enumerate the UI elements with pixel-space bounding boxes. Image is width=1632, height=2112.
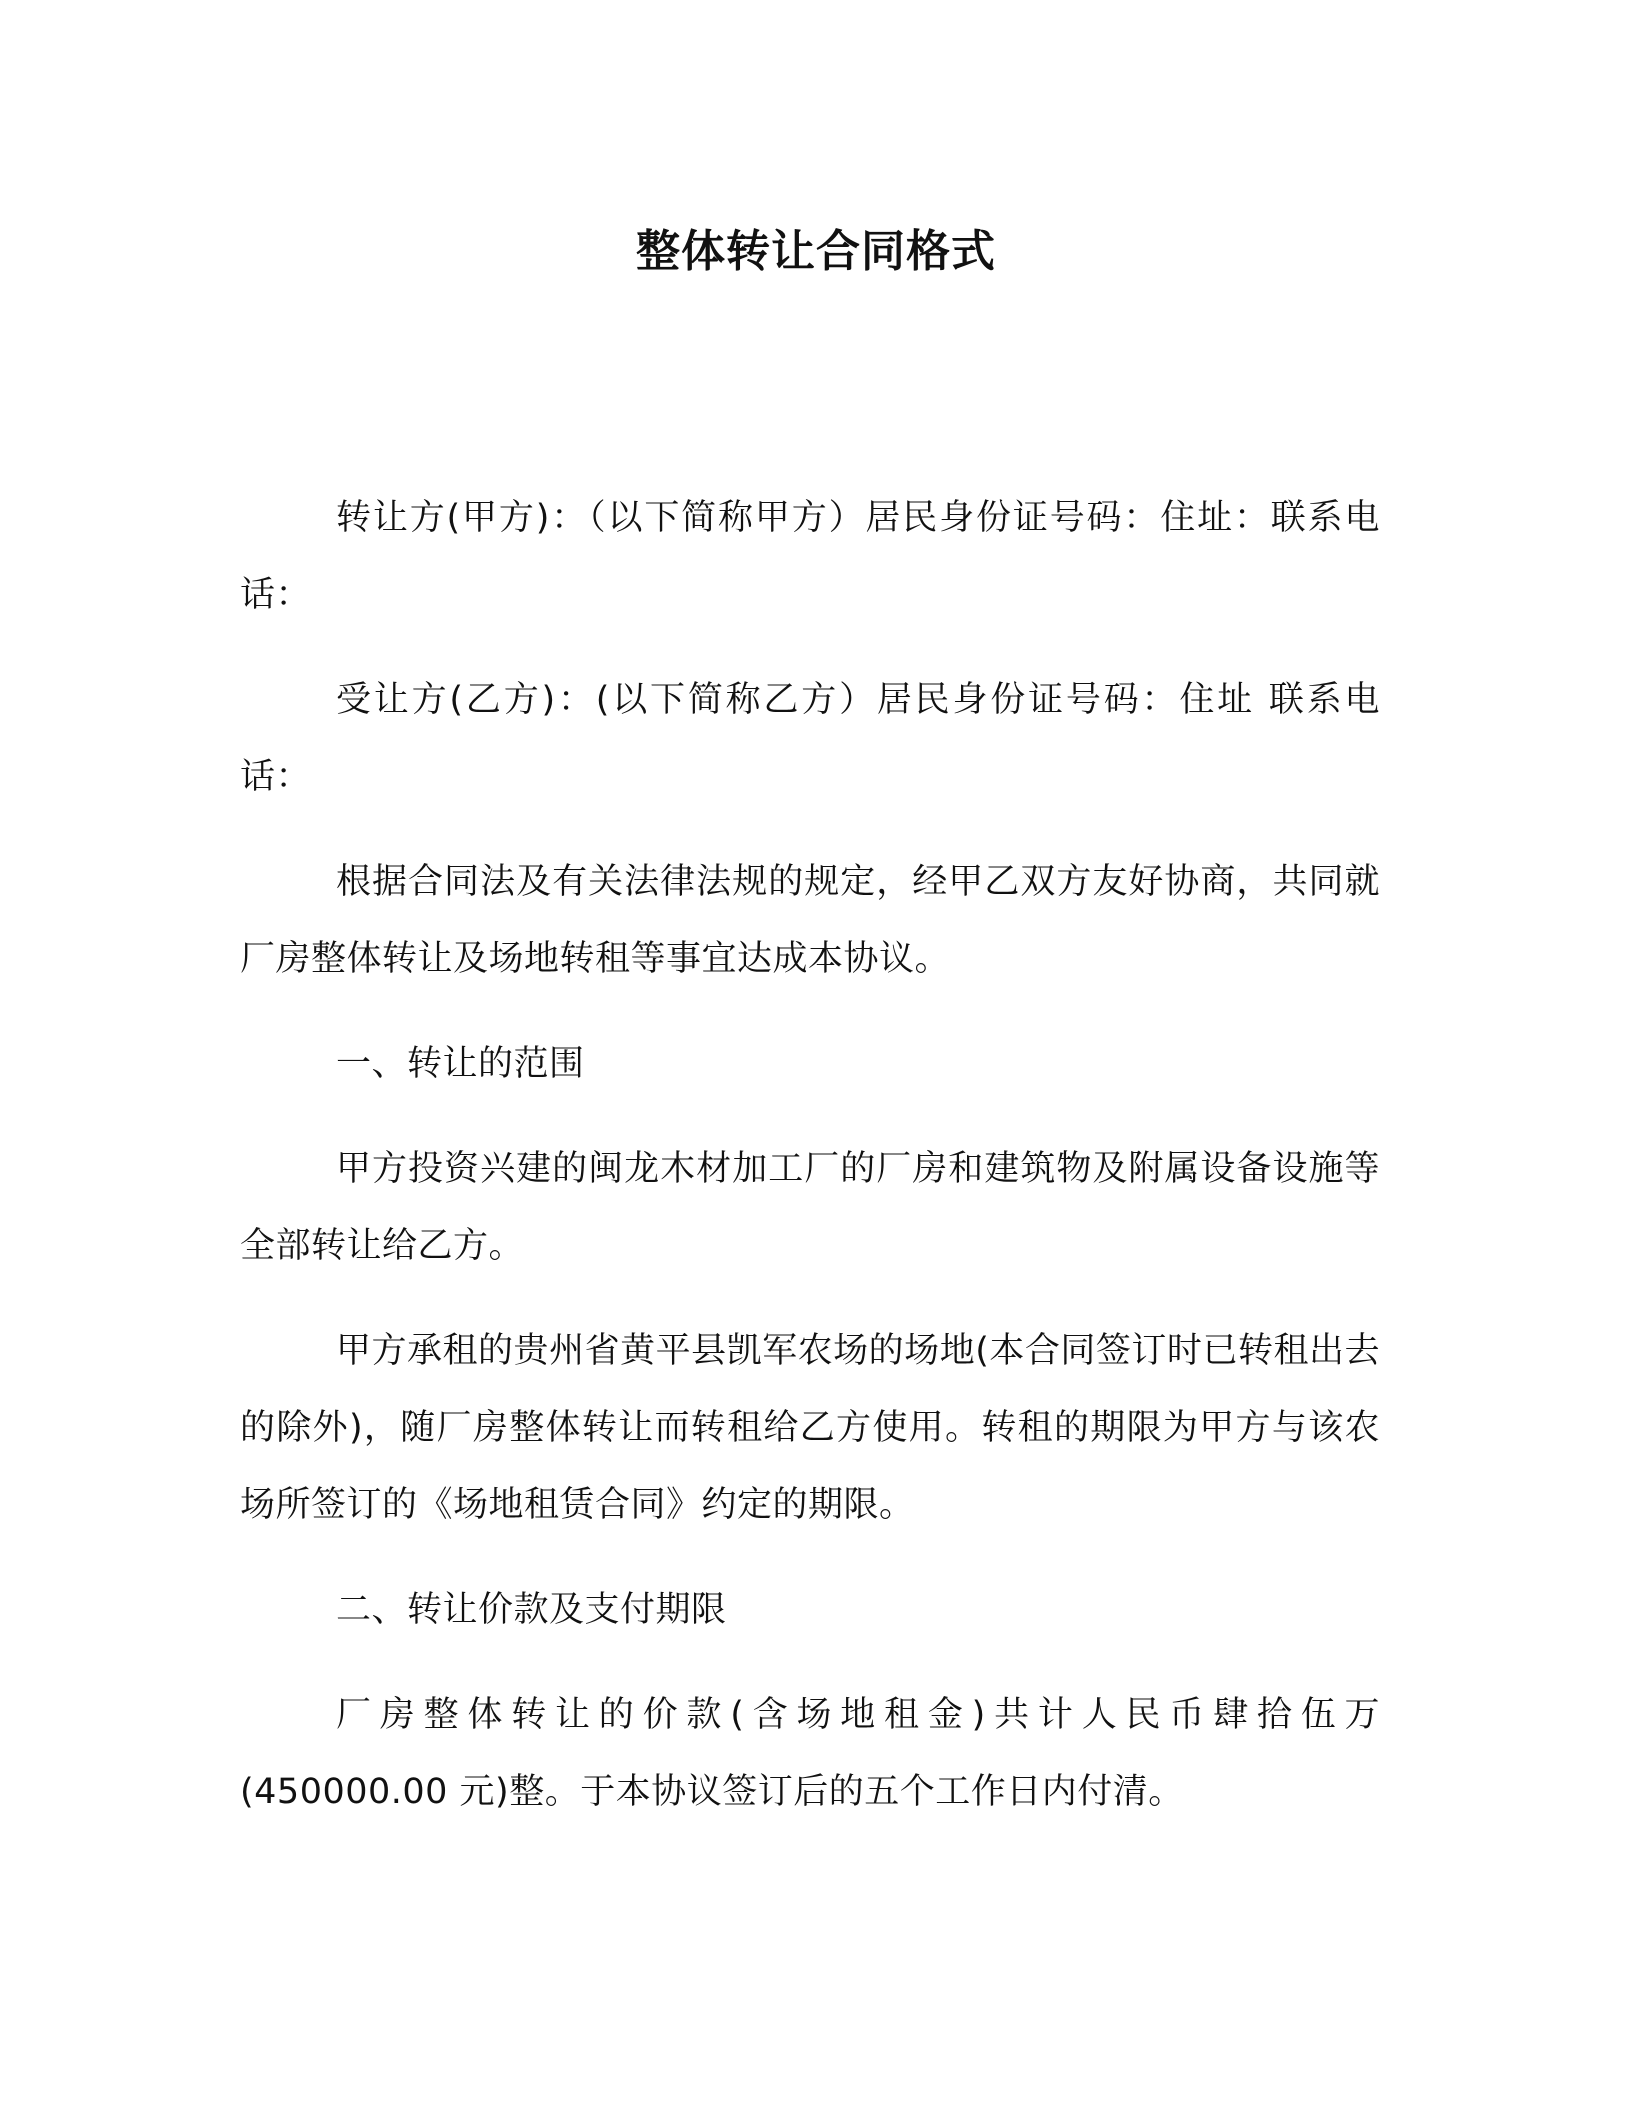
- section-heading-scope: 一、转让的范围: [336, 1044, 585, 1084]
- section-heading-payment: 二、转让价款及支付期限: [336, 1590, 727, 1630]
- party-a-paragraph: 转让方(甲方)：（以下简称甲方）居民身份证号码：住址：联系电话：: [240, 498, 1380, 615]
- document-title: 整体转让合同格式: [636, 226, 996, 277]
- preamble-paragraph: 根据合同法及有关法律法规的规定，经甲乙双方友好协商，共同就厂房整体转让及场地转租等事宜达成本协议。: [240, 862, 1380, 979]
- scope-paragraph-1: 甲方投资兴建的闽龙木材加工厂的厂房和建筑物及附属设备设施等全部转让给乙方。: [240, 1149, 1380, 1266]
- payment-paragraph: 厂房整体转让的价款(含场地租金)共计人民币肆拾伍万(450000.00 元)整。于本协议签订后的五个工作日内付清。: [240, 1695, 1380, 1812]
- document-body: [240, 480, 1380, 1859]
- party-b-paragraph: 受让方(乙方)：(以下简称乙方）居民身份证号码：住址 联系电话：: [240, 680, 1380, 797]
- scope-paragraph-2: 甲方承租的贵州省黄平县凯军农场的场地(本合同签订时已转租出去的除外)，随厂房整体转让而转租给乙方使用。转租的期限为甲方与该农场所签订的《场地租赁合同》约定的期限。: [240, 1331, 1380, 1525]
